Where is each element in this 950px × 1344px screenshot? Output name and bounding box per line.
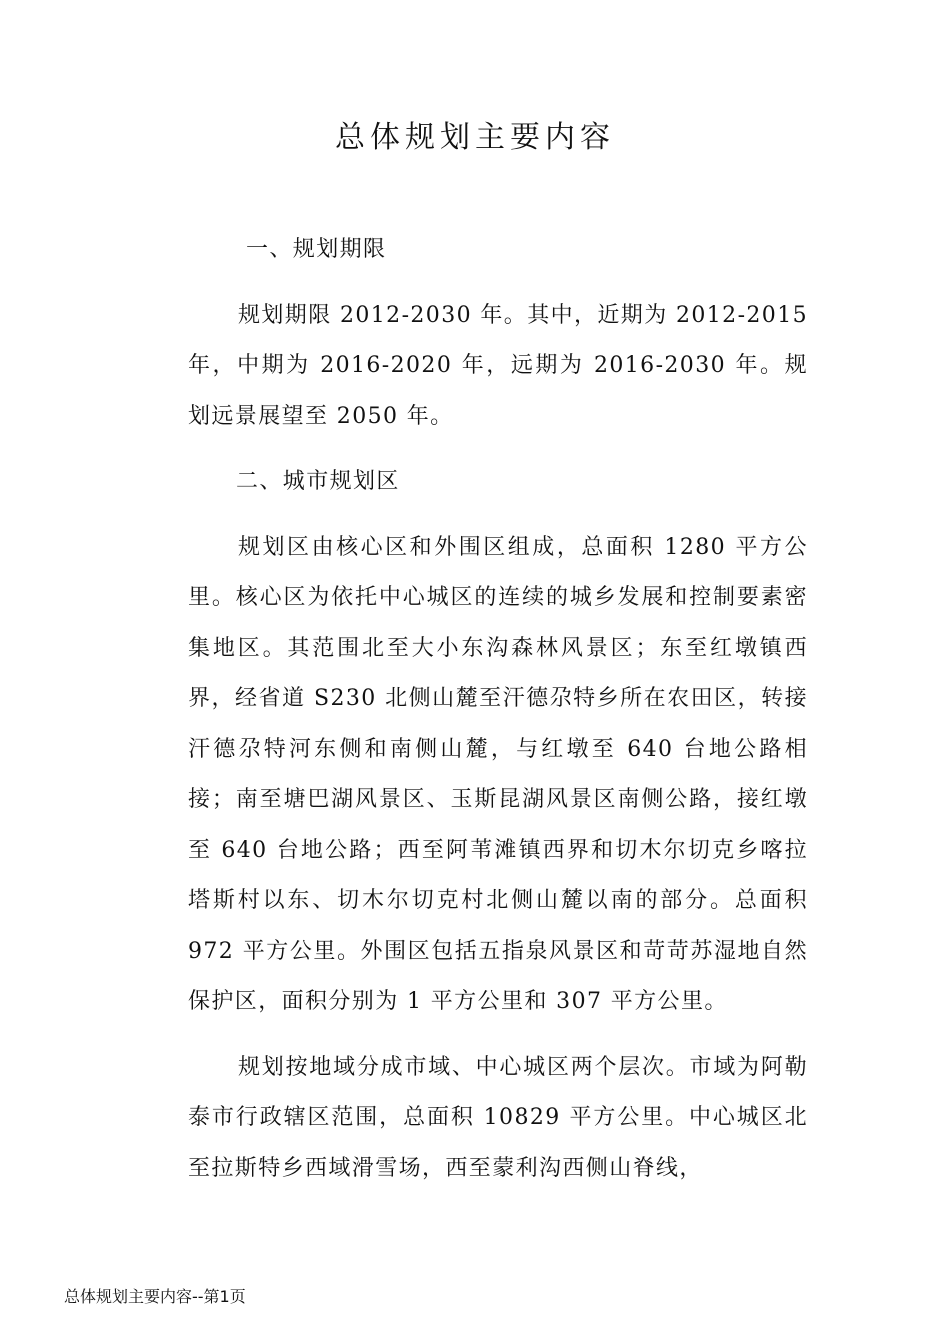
section-heading-1: 一、规划期限 bbox=[246, 237, 387, 262]
document-title: 总体规划主要内容 bbox=[335, 120, 615, 155]
page-footer: 总体规划主要内容--第1页 bbox=[64, 1287, 246, 1306]
paragraph-plan-period: 规划期限 2012-2030 年。其中，近期为 2012-2015 年，中期为 2016-2020 年，远期为 2016-2030 年。规划远景展望至 2050 年。 bbox=[188, 302, 809, 429]
paragraph-planning-area: 规划区由核心区和外围区组成，总面积 1280 平方公里。核心区为依托中心城区的连续的城乡发展和控制要素密集地区。其范围北至大小东沟森林风景区；东至红墩镇西界，经省道 S230 北侧山麓至汗德尕特乡所在农田区，转接汗德尕特河东侧和南侧山麓，与红墩至 640 台地公路相接；南至塘巴湖风景区、玉斯昆湖风景区南侧公路，接红墩至 640 台地公路；西至阿苇滩镇西界和切木尔切克乡喀拉塔斯村以东、切木尔切克村北侧山麓以南的部分。总面积 972 平方公里。外围区包括五指泉风景区和苛苛苏湿地自然保护区，面积分别为 1 平方公里和 307 平方公里。 bbox=[188, 534, 808, 1014]
section-heading-2: 二、城市规划区 bbox=[236, 469, 400, 494]
document-body bbox=[188, 225, 808, 1209]
paragraph-planning-levels: 规划按地域分成市域、中心城区两个层次。市域为阿勒泰市行政辖区范围，总面积 10829 平方公里。中心城区北至拉斯特乡西域滑雪场，西至蒙利沟西侧山脊线， bbox=[188, 1054, 808, 1181]
